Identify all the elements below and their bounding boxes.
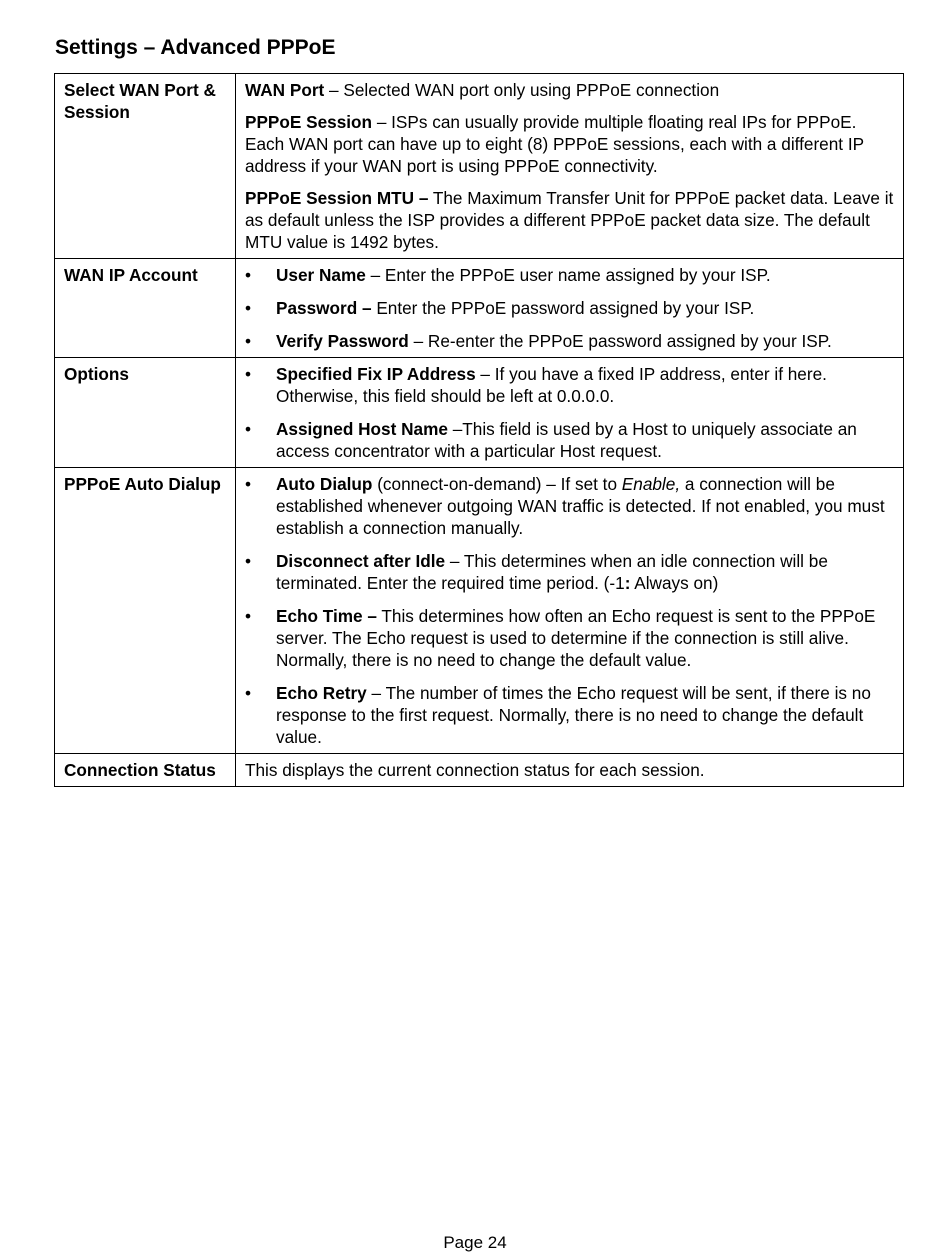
row-label: WAN IP Account <box>55 259 236 358</box>
bullet-list <box>245 264 895 352</box>
list-item: • Password – Enter the PPPoE password assigned by your ISP. <box>245 298 755 318</box>
bullet-icon: • <box>245 331 252 351</box>
row-label: Select WAN Port & Session <box>55 74 236 259</box>
page-title: Settings – Advanced PPPoE <box>55 36 336 59</box>
description-item: WAN Port – Selected WAN port only using PPPoE connection <box>245 80 720 100</box>
list-item: • Auto Dialup (connect-on-demand) – If set to Enable, a connection will be established whenever outgoing WAN traffic is detected. If not enabled, you must establish a connection manually. <box>245 474 885 538</box>
row-description <box>236 468 904 754</box>
row-description <box>236 358 904 468</box>
bullet-icon: • <box>245 298 252 318</box>
list-item: • Verify Password – Re-enter the PPPoE password assigned by your ISP. <box>245 331 832 351</box>
bullet-icon: • <box>245 606 252 626</box>
table-row-wan-ip-account <box>55 259 904 358</box>
bullet-icon: • <box>245 419 252 439</box>
list-item: • Echo Time – This determines how often an Echo request is sent to the PPPoE server. The Echo request is used to determine if the connection is still alive. Normally, there is no need to change the default value. <box>245 606 876 670</box>
list-item: • Specified Fix IP Address – If you have a fixed IP address, enter if here. Otherwise, this field should be left at 0.0.0.0. <box>245 364 827 406</box>
description-item: PPPoE Session MTU – The Maximum Transfer Unit for PPPoE packet data. Leave it as default unless the ISP provides a different PPPoE packet data size. The default MTU value is 1492 bytes. <box>245 188 894 252</box>
bullet-icon: • <box>245 474 252 494</box>
row-label: PPPoE Auto Dialup <box>55 468 236 754</box>
list-item: • Disconnect after Idle – This determines when an idle connection will be terminated. Enter the required time period. (-1: Always on) <box>245 551 828 593</box>
settings-table <box>54 73 904 787</box>
row-description <box>236 259 904 358</box>
bullet-icon: • <box>245 265 252 285</box>
table-row-select-wan-port <box>55 74 904 259</box>
description-item: PPPoE Session – ISPs can usually provide multiple floating real IPs for PPPoE. Each WAN port can have up to eight (8) PPPoE sessions, each with a different IP address if your WAN port is using PPPoE connectivity. <box>245 112 864 176</box>
bullet-list <box>245 363 895 462</box>
list-item: • Echo Retry – The number of times the Echo request will be sent, if there is no response to the first request. Normally, there is no need to change the default value. <box>245 683 871 747</box>
row-description: This displays the current connection status for each session. <box>236 754 904 787</box>
bullet-icon: • <box>245 364 252 384</box>
row-label: Connection Status <box>55 754 236 787</box>
list-item: • Assigned Host Name –This field is used by a Host to uniquely associate an access concentrator with a particular Host request. <box>245 419 857 461</box>
table-row-options <box>55 358 904 468</box>
table-row-pppoe-auto-dialup <box>55 468 904 754</box>
row-description <box>236 74 904 259</box>
list-item: • User Name – Enter the PPPoE user name assigned by your ISP. <box>245 265 771 285</box>
table-row-connection-status <box>55 754 904 787</box>
page-number: Page 24 <box>443 1233 507 1252</box>
bullet-list <box>245 473 895 748</box>
row-label: Options <box>55 358 236 468</box>
bullet-icon: • <box>245 683 252 703</box>
bullet-icon: • <box>245 551 252 571</box>
